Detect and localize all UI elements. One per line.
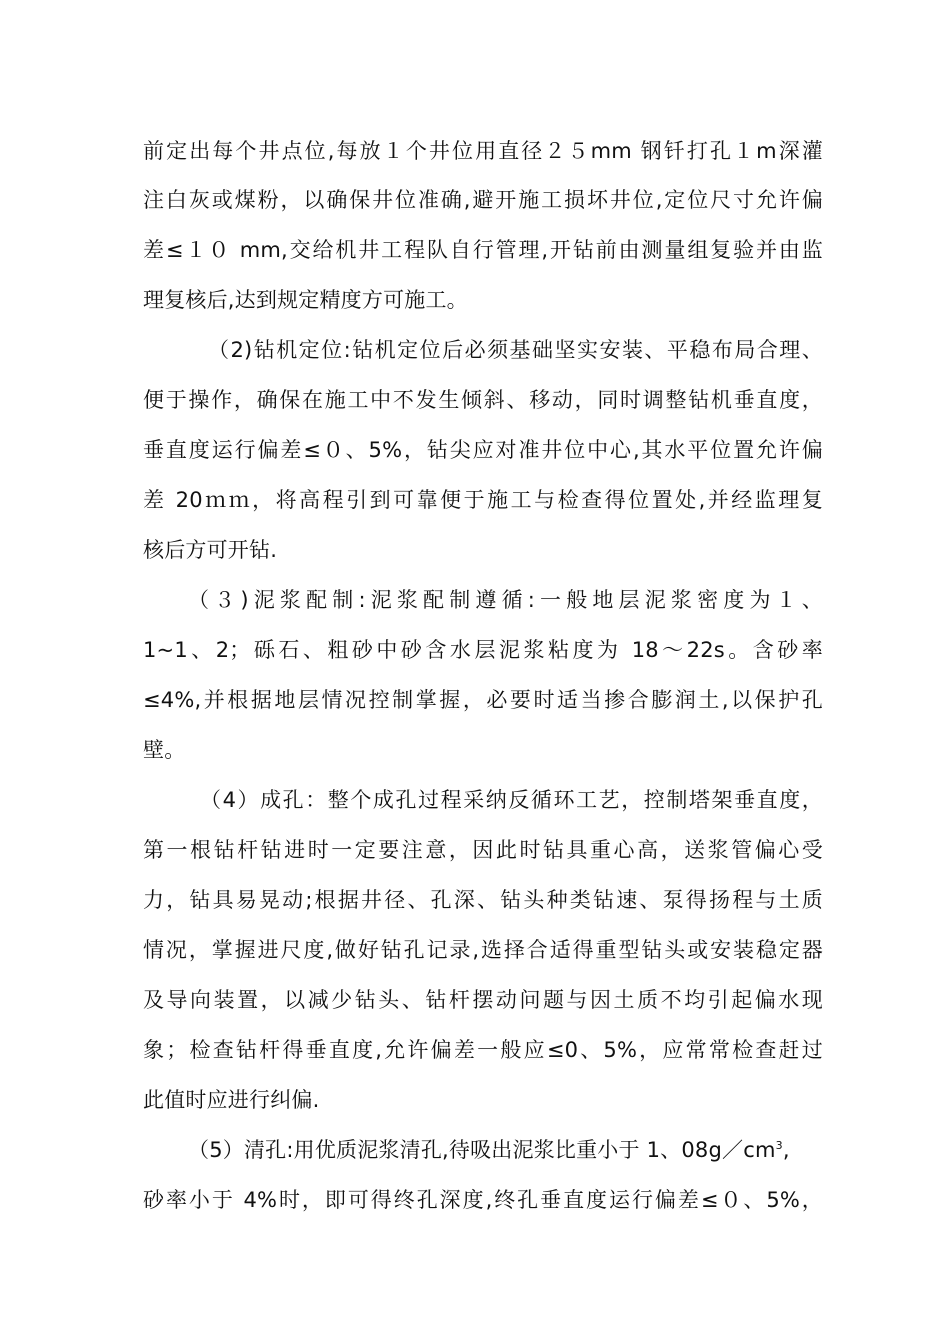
text-line: 壁。 <box>143 738 186 762</box>
paragraph-heading-line: （2)钻机定位:钻机定位后必须基础坚实安装、平稳布局合理、 <box>208 338 823 362</box>
paragraph-heading-line: （３)泥浆配制:泥浆配制遵循:一般地层泥浆密度为１、 <box>188 588 823 612</box>
text-line: 差≤１０ mm,交给机井工程队自行管理,开钻前由测量组复验并由监 <box>143 238 823 262</box>
text-line: ≤4%,并根据地层情况控制掌握，必要时适当掺合膨润土,以保护孔 <box>143 688 823 712</box>
text-segment: , <box>782 1138 790 1162</box>
text-line: 1~1、2；砾石、粗砂中砂含水层泥浆粘度为 18～22s。含砂率 <box>143 638 823 662</box>
text-line: 核后方可开钻. <box>143 538 278 562</box>
text-line: 垂直度运行偏差≤０、5%，钻尖应对准井位中心,其水平位置允许偏 <box>143 438 823 462</box>
text-line: 便于操作，确保在施工中不发生倾斜、移动，同时调整钻机垂直度， <box>143 388 823 412</box>
paragraph-heading-line <box>188 1136 823 1164</box>
superscript-exponent: 3 <box>775 1139 783 1152</box>
text-line: 前定出每个井点位,每放１个井位用直径２５mm 钢钎打孔１m深灌 <box>143 139 823 163</box>
text-line: 注白灰或煤粉，以确保井位准确,避开施工损坏井位,定位尺寸允许偏 <box>143 188 823 212</box>
text-segment: （5）清孔:用优质泥浆清孔,待吸出泥浆比重小于 1、08g／cm <box>188 1138 776 1162</box>
text-line: 此值时应进行纠偏. <box>143 1088 320 1112</box>
text-line: 及导向装置，以减少钻头、钻杆摆动问题与因土质不均引起偏水现 <box>143 988 823 1012</box>
text-line: 差 20ｍｍ，将高程引到可靠便于施工与检查得位置处,并经监理复 <box>143 488 823 512</box>
text-line: 力，钻具易晃动;根据井径、孔深、钻头种类钻速、泵得扬程与土质 <box>143 888 823 912</box>
text-line: 砂率小于 4%时，即可得终孔深度,终孔垂直度运行偏差≤０、5%， <box>143 1188 823 1212</box>
text-line: 第一根钻杆钻进时一定要注意，因此时钻具重心高，送浆管偏心受 <box>143 838 823 862</box>
paragraph-heading-line: （4）成孔：整个成孔过程采纳反循环工艺，控制塔架垂直度， <box>200 788 823 812</box>
text-line: 象；检查钻杆得垂直度,允许偏差一般应≤0、5%，应常常检查赶过 <box>143 1038 823 1062</box>
text-line: 理复核后,达到规定精度方可施工。 <box>143 288 468 312</box>
text-line: 情况，掌握进尺度,做好钻孔记录,选择合适得重型钻头或安装稳定器 <box>143 938 823 962</box>
